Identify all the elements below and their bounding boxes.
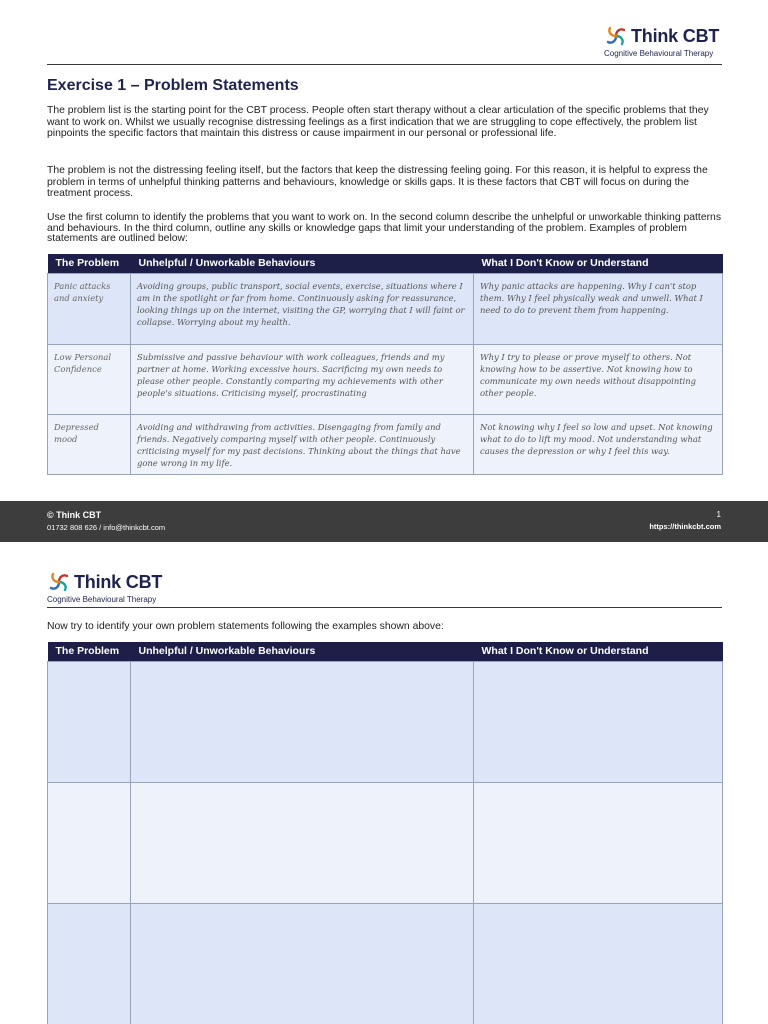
brand-name: Think CBT: [74, 572, 163, 592]
example-problem-table: [47, 254, 723, 475]
table-row: [48, 344, 723, 414]
input-cell-problem[interactable]: [48, 782, 131, 903]
cell-unknown: Not knowing why I feel so low and upset. Not knowing what to do to lift my mood. Not understanding what causes the depression or why I feel this way.: [474, 414, 723, 474]
intro-paragraph-3: Use the first column to identify the problems that you want to work on. In the second column describe the unhelpful or unworkable thinking patterns and behaviours. In the third column, outline any skills or knowledge gaps that limit your understanding of the problem. Examples of problem statements are outlined below:: [47, 212, 722, 244]
header-problem: The Problem: [48, 254, 131, 273]
header-behaviours: Unhelpful / Unworkable Behaviours: [131, 254, 474, 273]
worksheet-row: [48, 661, 723, 782]
intro-paragraph-1: The problem list is the starting point for the CBT process. People often start therapy without a clear articulation of the specific problems that they want to work on. Whilst we usually recognise distressing feelings as a first indication that we are struggling to cope effectively, the problem list pinpoints the specific factors that maintain this distress or cause impairment in our personal or professional life.: [47, 105, 709, 139]
page-title: Exercise 1 – Problem Statements: [47, 77, 299, 94]
cell-unknown: Why panic attacks are happening. Why I can't stop them. Why I feel physically weak and unwell. What I need to do to prevent them from happening.: [474, 273, 723, 344]
worksheet-table: [47, 642, 723, 1024]
cell-unknown: Why I try to please or prove myself to others. Not knowing how to be assertive. Not knowing how to communicate my own needs without disappointing other people.: [474, 344, 723, 414]
footer-brand: © Think CBT: [47, 510, 102, 520]
table-row: [48, 414, 723, 474]
brand-logo: [604, 24, 722, 58]
intro-paragraph-2: The problem is not the distressing feeling itself, but the factors that keep the distressing feeling going. For this reason, it is helpful to express the problem in terms of unhelpful thinking patterns and behaviours, knowledge or skills gaps. It is these factors that CBT will focus on during the treatment process.: [47, 165, 708, 199]
brand-name: Think CBT: [631, 26, 720, 46]
page-2: [0, 544, 768, 1024]
worksheet-intro: Now try to identify your own problem statements following the examples shown above:: [47, 621, 444, 632]
worksheet-row: [48, 903, 723, 1024]
input-cell-problem[interactable]: [48, 903, 131, 1024]
spiral-logo-icon: [47, 570, 71, 594]
worksheet-row: [48, 782, 723, 903]
input-cell-behaviours[interactable]: [131, 903, 474, 1024]
footer-url-link[interactable]: https://thinkcbt.com: [649, 522, 721, 531]
cell-problem: Depressed mood: [48, 414, 131, 474]
brand-logo: [47, 570, 177, 604]
cell-problem: Low Personal Confidence: [48, 344, 131, 414]
cell-behaviours: Avoiding and withdrawing from activities. Disengaging from family and friends. Negatively comparing myself with other people. Continuously criticising myself for my past decisions. Thinking about the things that have gone wrong in my life.: [131, 414, 474, 474]
input-cell-behaviours[interactable]: [131, 661, 474, 782]
header-behaviours: Unhelpful / Unworkable Behaviours: [131, 642, 474, 661]
input-cell-behaviours[interactable]: [131, 782, 474, 903]
table-row: [48, 273, 723, 344]
cell-problem: Panic attacks and anxiety: [48, 273, 131, 344]
brand-tagline: Cognitive Behavioural Therapy: [604, 49, 714, 58]
input-cell-unknown[interactable]: [474, 903, 723, 1024]
footer-contact: 01732 808 626 / info@thinkcbt.com: [47, 523, 166, 532]
page-footer: [0, 501, 768, 542]
header-problem: The Problem: [48, 642, 131, 661]
header-unknown: What I Don't Know or Understand: [474, 254, 723, 273]
header-divider: [47, 607, 722, 608]
header-divider: [47, 64, 722, 65]
header-unknown: What I Don't Know or Understand: [474, 642, 723, 661]
brand-tagline: Cognitive Behavioural Therapy: [47, 595, 157, 604]
input-cell-problem[interactable]: [48, 661, 131, 782]
input-cell-unknown[interactable]: [474, 782, 723, 903]
table-header-row: [48, 642, 723, 661]
footer-page-number: 1: [716, 510, 721, 519]
input-cell-unknown[interactable]: [474, 661, 723, 782]
cell-behaviours: Submissive and passive behaviour with work colleagues, friends and my partner at home. Working excessive hours. Sacrificing my own needs to please other people. Constantly comparing my achievements with other people's situations. Criticising myself, procrastinating: [131, 344, 474, 414]
cell-behaviours: Avoiding groups, public transport, social events, exercise, situations where I am in the spotlight or far from home. Continuously asking for reassurance, looking things up on the internet, visiting the GP, worrying that I will faint or collapse. Worrying about my health.: [131, 273, 474, 344]
table-header-row: [48, 254, 723, 273]
spiral-logo-icon: [604, 24, 628, 48]
